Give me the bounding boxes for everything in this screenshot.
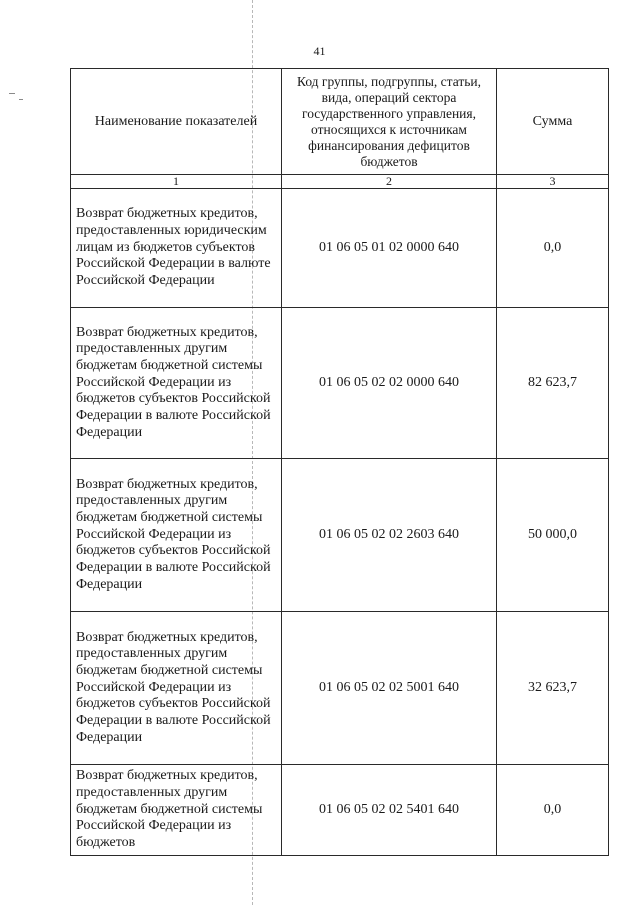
table-row [71,612,609,765]
row-code: 01 06 05 02 02 5401 640 [282,765,497,856]
header-code: Код группы, подгруппы, статьи, вида, операций сектора государственного управления, относящихся к источникам финансирования дефицитов бюджетов [282,69,497,175]
row-name: Возврат бюджетных кредитов, предоставленных другим бюджетам бюджетной системы Российской Федерации из бюджетов субъектов Российской Федерации в валюте Российской Федерации [71,459,282,612]
row-code: 01 06 05 01 02 0000 640 [282,189,497,308]
row-sum: 32 623,7 [497,612,609,765]
scan-mark [9,93,15,94]
row-sum: 50 000,0 [497,459,609,612]
column-number: 3 [497,175,609,189]
row-name: Возврат бюджетных кредитов, предоставленных другим бюджетам бюджетной системы Российской Федерации из бюджетов [71,765,282,856]
page-number: 41 [313,44,326,58]
row-sum: 0,0 [497,189,609,308]
sources-table [70,68,609,856]
row-sum: 0,0 [497,765,609,856]
row-code: 01 06 05 02 02 5001 640 [282,612,497,765]
row-name: Возврат бюджетных кредитов, предоставленных юридическим лицам из бюджетов субъектов Российской Федерации в валюте Российской Федерации [71,189,282,308]
table-header-row [71,69,609,175]
table-row [71,765,609,856]
header-sum: Сумма [497,69,609,175]
table-row [71,308,609,459]
row-name: Возврат бюджетных кредитов, предоставленных другим бюджетам бюджетной системы Российской Федерации из бюджетов субъектов Российской Федерации в валюте Российской Федерации [71,308,282,459]
column-number: 1 [71,175,282,189]
row-code: 01 06 05 02 02 0000 640 [282,308,497,459]
column-number-row [71,175,609,189]
scan-mark [19,99,23,100]
column-number: 2 [282,175,497,189]
row-sum: 82 623,7 [497,308,609,459]
row-name: Возврат бюджетных кредитов, предоставленных другим бюджетам бюджетной системы Российской Федерации из бюджетов субъектов Российской Федерации в валюте Российской Федерации [71,612,282,765]
table-row [71,189,609,308]
header-name: Наименование показателей [71,69,282,175]
table-row [71,459,609,612]
row-code: 01 06 05 02 02 2603 640 [282,459,497,612]
